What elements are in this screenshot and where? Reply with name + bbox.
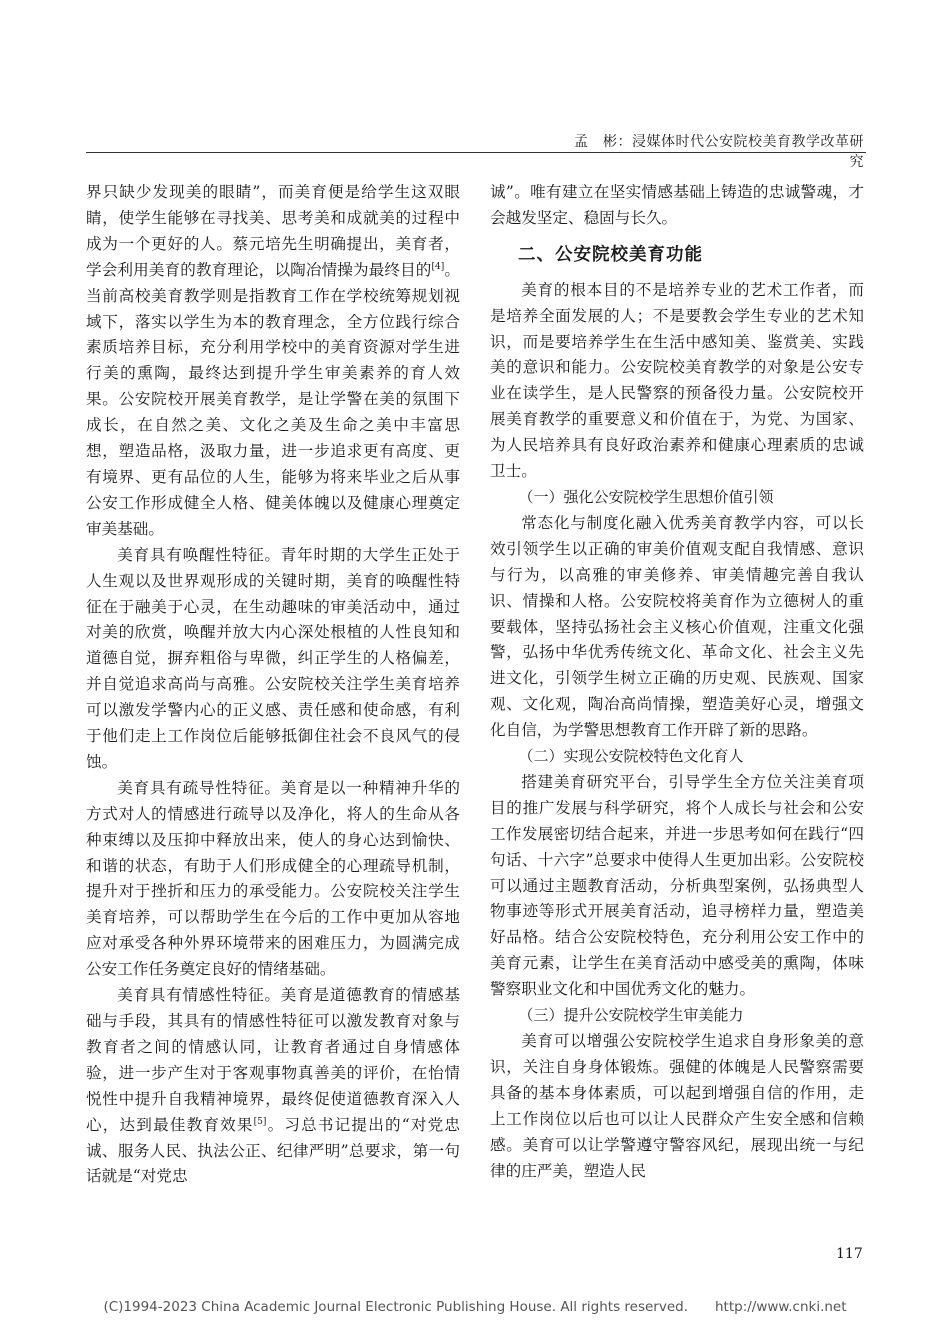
subsection-heading-2: （二）实现公安院校特色文化育人 bbox=[518, 747, 744, 766]
citation-5[interactable]: [5] bbox=[253, 1116, 267, 1127]
paragraph-3: 美育具有疏导性特征。美育是以一种精神升华的方式对人的情感进行疏导以及净化，将人的生命从各种束缚以及压抑中释放出来，使人的身心达到愉快、和谐的状态，有助于人们形成健全的心理疏导机制，提升对于挫折和压力的承受能力。公安院校关注学生美育培养，可以帮助学生在今后的工作中更加从容地应对承受各种外界环境带来的困难压力，为圆满完成公安工作任务奠定良好的情绪基础。 bbox=[86, 778, 460, 979]
subsection-paragraph-3: 美育可以增强公安院校学生追求自身形象美的意识，关注自身身体锻炼。强健的体魄是人民警察需要具备的基本身体素质，可以起到增强自信的作用，走上工作岗位以后也可以让人民群众产生安全感和信赖感。美育可以让学警遵守警容风纪，展现出统一与纪律的庄严美，塑造人民 bbox=[490, 1032, 864, 1180]
page-number: 117 bbox=[836, 1246, 863, 1262]
paragraph-4-text-a: 美育具有情感性特征。美育是道德教育的情感基础与手段，其具有的情感性特征可以激发教育对象与教育者之间的情感认同，让教育者通过自身情感体验，进一步产生对于客观事物真善美的评价，在怡情悦性中提升自我精神境界，最终促使道德教育深入人心，达到最佳教育效果 bbox=[86, 986, 460, 1134]
left-column bbox=[86, 180, 460, 1190]
section-heading: 二、公安院校美育功能 bbox=[518, 244, 703, 265]
copyright-footer: (C)1994-2023 China Academic Journal Electronic Publishing House. All rights reserved. http://www.cnki.net bbox=[103, 1299, 847, 1315]
paragraph-continued: 诚”。唯有建立在坚实情感基础上铸造的忠诚警魂，才会越发坚定、稳固与长久。 bbox=[490, 183, 864, 227]
paragraph-1-text-a: 界只缺少发现美的眼睛”，而美育便是给学生这双眼睛，使学生能够在寻找美、思考美和成就美的过程中成为一个更好的人。蔡元培先生明确提出，美育者，学会利用美育的教育理论，以陶冶情操为最终目的 bbox=[86, 183, 460, 279]
section-paragraph-1: 美育的根本目的不是培养专业的艺术工作者，而是培养全面发展的人；不是要教会学生专业的艺术知识，而是要培养学生在生活中感知美、鉴赏美、实践美的意识和能力。公安院校美育教学的对象是公安专业在读学生，是人民警察的预备役力量。公安院校开展美育教学的重要意义和价值在于，为党、为国家、为人民培养具有良好政治素养和健康心理素质的忠诚卫士。 bbox=[490, 280, 864, 481]
subsection-paragraph-1: 常态化与制度化融入优秀美育教学内容，可以长效引领学生以正确的审美价值观支配自我情感、意识与行为，以高雅的审美修养、审美情趣完善自我认识、情操和人格。公安院校将美育作为立德树人的重要载体，坚持弘扬社会主义核心价值观，注重文化强警，弘扬中华优秀传统文化、革命文化、社会主义先进文化，引领学生树立正确的历史观、民族观、国家观、文化观，陶冶高尚情操，塑造美好心灵，增强文化自信，为学警思想教育工作开辟了新的思路。 bbox=[490, 513, 864, 740]
right-column bbox=[490, 180, 864, 1184]
subsection-paragraph-2: 搭建美育研究平台，引导学生全方位关注美育项目的推广发展与科学研究，将个人成长与社会和公安工作发展密切结合起来，并进一步思考如何在践行“四句话、十六字”总要求中使得人生更加出彩。公安院校可以通过主题教育活动，分析典型案例，弘扬典型人物事迹等形式开展美育活动，追寻榜样力量，塑造美好品格。结合公安院校特色，充分利用公安工作中的美育元素，让学生在美育活动中感受美的熏陶，体味警察职业文化和中国优秀文化的魅力。 bbox=[490, 772, 864, 999]
paragraph-4-text-b: 。习总书记提出的“对党忠诚、服务人民、执法公正、纪律严明”总要求，第一句话就是“对党忠 bbox=[86, 1115, 460, 1186]
subsection-heading-1: （一）强化公安院校学生思想价值引领 bbox=[518, 487, 774, 506]
paragraph-1-text-b: 。当前高校美育教学则是指教育工作在学校统筹规划视域下，落实以学生为本的教育理念，全方位践行综合素质培养目标，充分利用学校中的美育资源对学生进行美的熏陶，最终达到提升学生审美素养的育人效果。公安院校开展美育教学，是让学警在美的氛围下成长，在自然之美、文化之美及生命之美中丰富思想，塑造品格，汲取力量，进一步追求更有高度、更有境界、更有品位的人生，能够为将来毕业之后从事公安工作形成健全人格、健美体魄以及健康心理奠定审美基础。 bbox=[86, 260, 460, 538]
running-header: 孟 彬：浸媒体时代公安院校美育教学改革研究 bbox=[574, 134, 864, 170]
paragraph-1 bbox=[86, 180, 460, 543]
paragraph-4 bbox=[86, 983, 460, 1190]
paragraph-2: 美育具有唤醒性特征。青年时期的大学生正处于人生观以及世界观形成的关键时期，美育的唤醒性特征在于融美于心灵，在生动趣味的审美活动中，通过对美的欣赏，唤醒并放大内心深处根植的人性良知和道德自觉，摒弃粗俗与卑微，纠正学生的人格偏差，并自觉追求高尚与高雅。公安院校关注学生美育培养可以激发学警内心的正义感、责任感和使命感，有利于他们走上工作岗位后能够抵御住社会不良风气的侵蚀。 bbox=[86, 545, 460, 771]
header-rule bbox=[86, 152, 866, 153]
subsection-heading-3: （三）提升公安院校学生审美能力 bbox=[518, 1006, 744, 1025]
citation-4[interactable]: [4] bbox=[431, 261, 445, 272]
